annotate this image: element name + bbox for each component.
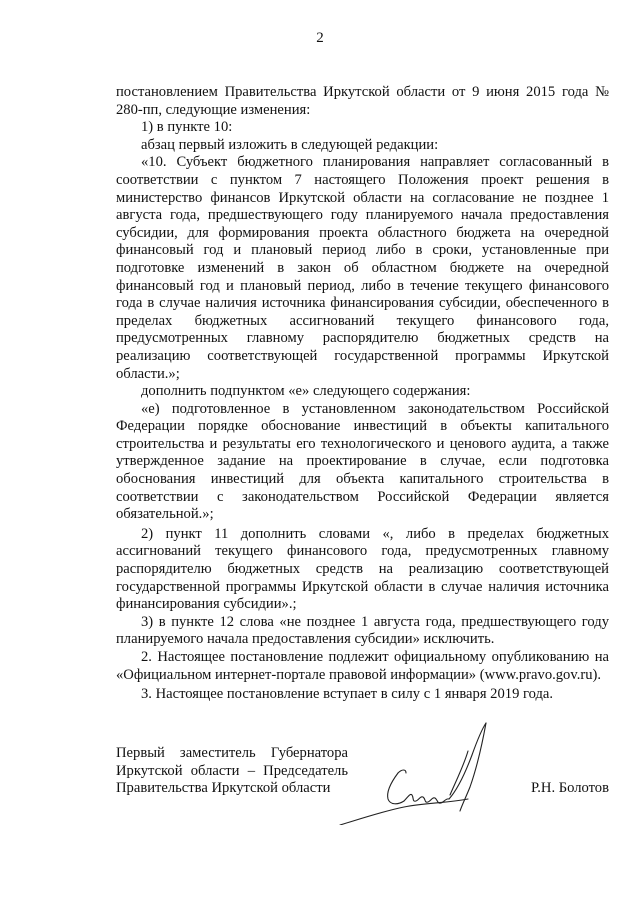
- paragraph-item-3: 3) в пункте 12 слова «не позднее 1 августа года, предшествующего году планируемого начала предоставления субсидии» исключить.: [116, 613, 609, 648]
- paragraph-add-subitem-e: дополнить подпунктом «е» следующего содержания:: [141, 383, 471, 400]
- signer-title-line: Иркутской области – Председатель: [116, 762, 348, 779]
- paragraph-subitem-e: «е) подготовленное в установленном законодательством Российской Федерации порядке обоснование инвестиций в объекты капитального строительства и результаты его технологического и ценового аудита, а также утвержденное задание на проектирование в случае, если подготовка обоснования инвестиций для объекта капитального строительства в соответствии с законодательством Российской Федерации является обязательной.»;: [116, 400, 609, 523]
- signer-title-line: Правительства Иркутской области: [116, 780, 331, 797]
- signer-title-line: Первый заместитель Губернатора: [116, 745, 348, 761]
- paragraph-item-2: 2) пункт 11 дополнить словами «, либо в пределах бюджетных ассигнований текущего финансового года, предусмотренных главному распорядителю бюджетных средств на реализацию соответствующей государственной программы Иркутской области в случае наличия источника финансирования субсидии».;: [116, 525, 609, 613]
- document-body: [116, 84, 609, 704]
- page-number: 2: [316, 30, 324, 46]
- signer-name: Р.Н. Болотов: [530, 780, 609, 796]
- paragraph-effective-date: 3. Настоящее постановление вступает в силу с 1 января 2019 года.: [141, 686, 554, 703]
- paragraph-first-abzac: абзац первый изложить в следующей редакции:: [141, 136, 439, 153]
- paragraph-item-1: 1) в пункте 10:: [141, 119, 233, 136]
- paragraph-clause-10: «10. Субъект бюджетного планирования направляет согласованный в соответствии с пунктом 7 настоящего Положения проект решения в министерство финансов Иркутской области на согласование не позднее 1 августа года, предшествующего году планируемого начала предоставления субсидии, для формирования проекта областного бюджета на очередной финансовый год и плановый период либо в сроки, установленные при подготовке изменений в закон об областном бюджете на очередной финансовый год и плановый период, либо в течение текущего финансового года в случае наличия источника финансирования субсидии, обеспеченного в пределах бюджетных ассигнований текущего финансового года, предусмотренных главному распорядителю бюджетных средств на реализацию соответствующей государственной программы Иркутской области.»;: [116, 154, 609, 382]
- handwritten-signature: [300, 715, 500, 825]
- paragraph-intro: постановлением Правительства Иркутской области от 9 июня 2015 года № 280-пп, следующие изменения:: [116, 84, 609, 118]
- paragraph-publication: 2. Настоящее постановление подлежит официальному опубликованию на «Официальном интернет-портале правовой информации» (www.pravo.gov.ru).: [116, 649, 609, 683]
